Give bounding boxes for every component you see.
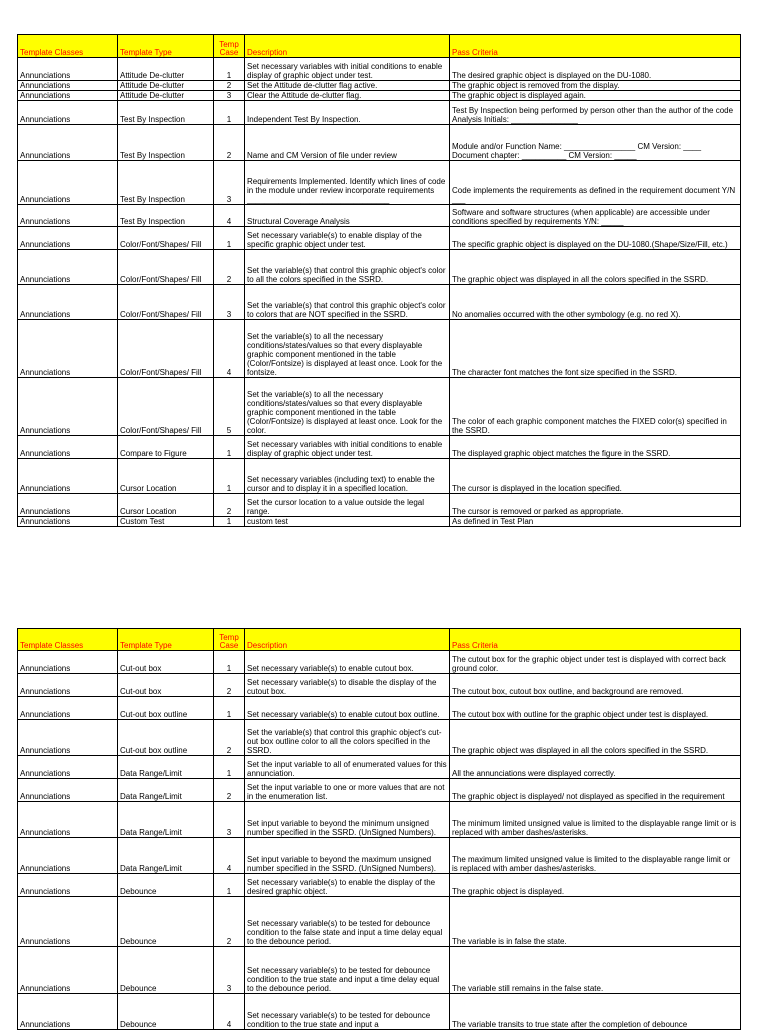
cell-template-class: Annunciations <box>18 101 118 125</box>
cell-pass-criteria: Code implements the requirements as defined in the requirement document Y/N ___ <box>450 161 741 205</box>
header-row <box>18 629 741 651</box>
table-row <box>18 101 741 125</box>
header-template-classes: Template Classes <box>18 35 118 58</box>
cell-temp-case: 4 <box>214 205 245 227</box>
header-template-type: Template Type <box>118 629 214 651</box>
table-row <box>18 674 741 697</box>
table-row <box>18 81 741 91</box>
header-temp-case: Temp Case <box>214 629 245 651</box>
table-row <box>18 947 741 994</box>
cell-template-type: Cursor Location <box>118 494 214 517</box>
cell-template-type: Data Range/Limit <box>118 802 214 838</box>
cell-temp-case: 1 <box>214 651 245 674</box>
cell-description: Set the variable(s) to all the necessary conditions/states/values so that every displayable graphic component mentioned in the table (Color/Fontsize) is displayed at least once. Look for the fontsize. <box>245 320 450 378</box>
table-row <box>18 756 741 779</box>
cell-pass-criteria: Software and software structures (when applicable) are accessible under conditions specified by requirements Y/N: _____ <box>450 205 741 227</box>
header-description: Description <box>245 629 450 651</box>
cell-pass-criteria: The desired graphic object is displayed on the DU-1080. <box>450 58 741 81</box>
cell-description: Set necessary variable(s) to be tested for debounce condition to the true state and input a <box>245 994 450 1030</box>
table-row <box>18 205 741 227</box>
table-row <box>18 802 741 838</box>
cell-pass-criteria: The cutout box with outline for the graphic object under test is displayed. <box>450 697 741 720</box>
cell-temp-case: 3 <box>214 947 245 994</box>
cell-description: Set the input variable to all of enumerated values for this annunciation. <box>245 756 450 779</box>
cell-temp-case: 1 <box>214 697 245 720</box>
cell-pass-criteria: The graphic object is removed from the display. <box>450 81 741 91</box>
table-row <box>18 161 741 205</box>
cell-pass-criteria: The displayed graphic object matches the figure in the SSRD. <box>450 436 741 459</box>
table-row <box>18 378 741 436</box>
cell-description: Set input variable to beyond the maximum unsigned number specified in the SSRD. (UnSigned Numbers). <box>245 838 450 874</box>
cell-template-class: Annunciations <box>18 897 118 947</box>
cell-temp-case: 4 <box>214 994 245 1030</box>
cell-description: Set the Attitude de-clutter flag active. <box>245 81 450 91</box>
cell-pass-criteria: The graphic object was displayed in all the colors specified in the SSRD. <box>450 720 741 756</box>
test-template-table-1 <box>17 34 741 527</box>
table-row <box>18 494 741 517</box>
cell-template-class: Annunciations <box>18 517 118 527</box>
table-row <box>18 459 741 494</box>
cell-template-type: Compare to Figure <box>118 436 214 459</box>
cell-template-type: Debounce <box>118 947 214 994</box>
cell-template-type: Color/Font/Shapes/ Fill <box>118 320 214 378</box>
cell-temp-case: 3 <box>214 285 245 320</box>
cell-template-class: Annunciations <box>18 874 118 897</box>
cell-template-type: Test By Inspection <box>118 205 214 227</box>
cell-template-class: Annunciations <box>18 651 118 674</box>
header-pass-criteria: Pass Criteria <box>450 629 741 651</box>
cell-template-class: Annunciations <box>18 125 118 161</box>
cell-template-class: Annunciations <box>18 205 118 227</box>
cell-description: Set necessary variable(s) to be tested for debounce condition to the false state and input a time delay equal to the debounce period. <box>245 897 450 947</box>
cell-template-class: Annunciations <box>18 720 118 756</box>
cell-pass-criteria: The graphic object was displayed in all the colors specified in the SSRD. <box>450 250 741 285</box>
table-body <box>18 629 741 1030</box>
cell-description: Name and CM Version of file under review <box>245 125 450 161</box>
cell-template-class: Annunciations <box>18 779 118 802</box>
cell-temp-case: 4 <box>214 838 245 874</box>
cell-template-type: Cut-out box <box>118 674 214 697</box>
cell-template-class: Annunciations <box>18 58 118 81</box>
header-temp-case: Temp Case <box>214 35 245 58</box>
cell-template-type: Cursor Location <box>118 459 214 494</box>
cell-description: Set input variable to beyond the minimum unsigned number specified in the SSRD. (UnSigned Numbers). <box>245 802 450 838</box>
cell-template-class: Annunciations <box>18 378 118 436</box>
cell-template-type: Color/Font/Shapes/ Fill <box>118 227 214 250</box>
cell-template-class: Annunciations <box>18 674 118 697</box>
cell-pass-criteria: The variable still remains in the false state. <box>450 947 741 994</box>
cell-template-type: Debounce <box>118 897 214 947</box>
cell-temp-case: 1 <box>214 58 245 81</box>
cell-template-type: Debounce <box>118 994 214 1030</box>
table-row <box>18 779 741 802</box>
cell-template-type: Data Range/Limit <box>118 779 214 802</box>
cell-temp-case: 2 <box>214 897 245 947</box>
cell-pass-criteria: The graphic object is displayed/ not displayed as specified in the requirement <box>450 779 741 802</box>
cell-template-type: Test By Inspection <box>118 161 214 205</box>
cell-temp-case: 3 <box>214 91 245 101</box>
cell-template-type: Debounce <box>118 874 214 897</box>
table-body <box>18 35 741 527</box>
cell-temp-case: 4 <box>214 320 245 378</box>
cell-pass-criteria: The cutout box for the graphic object under test is displayed with correct back ground color. <box>450 651 741 674</box>
cell-description: Set necessary variable(s) to enable display of the specific graphic object under test. <box>245 227 450 250</box>
cell-temp-case: 1 <box>214 874 245 897</box>
cell-template-type: Custom Test <box>118 517 214 527</box>
cell-pass-criteria: Module and/or Function Name: ________________ CM Version: ____ Document chapter: __________ CM Version: _____ <box>450 125 741 161</box>
cell-template-type: Attitude De-clutter <box>118 58 214 81</box>
cell-template-class: Annunciations <box>18 459 118 494</box>
cell-template-type: Color/Font/Shapes/ Fill <box>118 250 214 285</box>
cell-pass-criteria: The cursor is displayed in the location specified. <box>450 459 741 494</box>
cell-description: Set necessary variables with initial conditions to enable display of graphic object under test. <box>245 58 450 81</box>
cell-template-type: Cut-out box outline <box>118 720 214 756</box>
cell-description: Set the variable(s) that control this graphic object's cut-out box outline color to all the colors specified in the SSRD. <box>245 720 450 756</box>
cell-template-type: Color/Font/Shapes/ Fill <box>118 378 214 436</box>
table-row <box>18 838 741 874</box>
cell-temp-case: 2 <box>214 720 245 756</box>
cell-template-type: Attitude De-clutter <box>118 81 214 91</box>
cell-pass-criteria: The minimum limited unsigned value is limited to the displayable range limit or is replaced with amber dashes/asterisks. <box>450 802 741 838</box>
cell-description: Set the variable(s) that control this graphic object's color to all the colors specified in the SSRD. <box>245 250 450 285</box>
cell-description: Set necessary variables (including text) to enable the cursor and to display it in a specified location. <box>245 459 450 494</box>
cell-temp-case: 1 <box>214 517 245 527</box>
cell-pass-criteria: The cutout box, cutout box outline, and background are removed. <box>450 674 741 697</box>
cell-pass-criteria: The variable is in false the state. <box>450 897 741 947</box>
cell-template-class: Annunciations <box>18 697 118 720</box>
cell-pass-criteria: All the annunciations were displayed correctly. <box>450 756 741 779</box>
cell-template-type: Cut-out box outline <box>118 697 214 720</box>
cell-pass-criteria: No anomalies occurred with the other symbology (e.g. no red X). <box>450 285 741 320</box>
table-row <box>18 994 741 1030</box>
table-row <box>18 651 741 674</box>
table-row <box>18 720 741 756</box>
header-template-classes: Template Classes <box>18 629 118 651</box>
cell-description: Set the cursor location to a value outside the legal range. <box>245 494 450 517</box>
cell-pass-criteria: The graphic object is displayed. <box>450 874 741 897</box>
table-row <box>18 227 741 250</box>
table-row <box>18 897 741 947</box>
cell-template-class: Annunciations <box>18 494 118 517</box>
cell-pass-criteria: The specific graphic object is displayed on the DU-1080.(Shape/Size/Fill, etc.) <box>450 227 741 250</box>
cell-description: Independent Test By Inspection. <box>245 101 450 125</box>
table-row <box>18 58 741 81</box>
cell-temp-case: 1 <box>214 756 245 779</box>
cell-pass-criteria: The color of each graphic component matches the FIXED color(s) specified in the SSRD. <box>450 378 741 436</box>
cell-template-class: Annunciations <box>18 994 118 1030</box>
cell-temp-case: 2 <box>214 125 245 161</box>
cell-description: Set the variable(s) to all the necessary conditions/states/values so that every displayable graphic component mentioned in the table (Color/Fontsize) is displayed at least once. Look for the color. <box>245 378 450 436</box>
test-template-table-2 <box>17 628 741 1030</box>
table-row <box>18 285 741 320</box>
cell-template-class: Annunciations <box>18 227 118 250</box>
cell-pass-criteria: The maximum limited unsigned value is limited to the displayable range limit or is replaced with amber dashes/asterisks. <box>450 838 741 874</box>
cell-description: Clear the Attitude de-clutter flag. <box>245 91 450 101</box>
header-row <box>18 35 741 58</box>
cell-template-class: Annunciations <box>18 81 118 91</box>
table-row <box>18 125 741 161</box>
table-row <box>18 436 741 459</box>
cell-description: Structural Coverage Analysis <box>245 205 450 227</box>
cell-description: Set necessary variable(s) to enable cutout box outline. <box>245 697 450 720</box>
cell-description: custom test <box>245 517 450 527</box>
table-row <box>18 517 741 527</box>
cell-temp-case: 1 <box>214 436 245 459</box>
cell-temp-case: 2 <box>214 674 245 697</box>
header-template-type: Template Type <box>118 35 214 58</box>
cell-template-class: Annunciations <box>18 320 118 378</box>
cell-template-class: Annunciations <box>18 91 118 101</box>
cell-template-type: Data Range/Limit <box>118 838 214 874</box>
cell-template-class: Annunciations <box>18 802 118 838</box>
cell-pass-criteria: The variable transits to true state after the completion of debounce <box>450 994 741 1030</box>
cell-template-type: Color/Font/Shapes/ Fill <box>118 285 214 320</box>
cell-pass-criteria: The cursor is removed or parked as appropriate. <box>450 494 741 517</box>
cell-temp-case: 2 <box>214 779 245 802</box>
cell-description: Set necessary variable(s) to be tested for debounce condition to the true state and input a time delay equal to the debounce period. <box>245 947 450 994</box>
table-row <box>18 874 741 897</box>
cell-temp-case: 2 <box>214 494 245 517</box>
header-pass-criteria: Pass Criteria <box>450 35 741 58</box>
cell-template-class: Annunciations <box>18 947 118 994</box>
cell-description: Set the input variable to one or more values that are not in the enumeration list. <box>245 779 450 802</box>
cell-template-class: Annunciations <box>18 436 118 459</box>
cell-description: Set necessary variables with initial conditions to enable display of graphic object under test. <box>245 436 450 459</box>
cell-temp-case: 2 <box>214 81 245 91</box>
cell-pass-criteria: The graphic object is displayed again. <box>450 91 741 101</box>
table-row <box>18 697 741 720</box>
cell-template-type: Attitude De-clutter <box>118 91 214 101</box>
cell-template-class: Annunciations <box>18 285 118 320</box>
cell-pass-criteria: Test By Inspection being performed by person other than the author of the code Analysis Initials: _______________ <box>450 101 741 125</box>
cell-description: Set necessary variable(s) to disable the display of the cutout box. <box>245 674 450 697</box>
cell-temp-case: 3 <box>214 802 245 838</box>
cell-description: Set necessary variable(s) to enable cutout box. <box>245 651 450 674</box>
cell-description: Set necessary variable(s) to enable the display of the desired graphic object. <box>245 874 450 897</box>
cell-template-type: Test By Inspection <box>118 101 214 125</box>
cell-template-class: Annunciations <box>18 756 118 779</box>
cell-temp-case: 3 <box>214 161 245 205</box>
table-row <box>18 91 741 101</box>
cell-template-type: Data Range/Limit <box>118 756 214 779</box>
cell-temp-case: 1 <box>214 227 245 250</box>
cell-temp-case: 2 <box>214 250 245 285</box>
cell-pass-criteria: The character font matches the font size specified in the SSRD. <box>450 320 741 378</box>
cell-temp-case: 5 <box>214 378 245 436</box>
cell-template-class: Annunciations <box>18 250 118 285</box>
cell-template-type: Test By Inspection <box>118 125 214 161</box>
cell-temp-case: 1 <box>214 101 245 125</box>
cell-temp-case: 1 <box>214 459 245 494</box>
cell-pass-criteria: As defined in Test Plan <box>450 517 741 527</box>
cell-template-class: Annunciations <box>18 161 118 205</box>
cell-description: Requirements Implemented. Identify which lines of code in the module under review incorporate requirements ________________________________ <box>245 161 450 205</box>
cell-template-type: Cut-out box <box>118 651 214 674</box>
cell-template-class: Annunciations <box>18 838 118 874</box>
table-row <box>18 250 741 285</box>
header-description: Description <box>245 35 450 58</box>
cell-description: Set the variable(s) that control this graphic object's color to colors that are NOT specified in the SSRD. <box>245 285 450 320</box>
table-row <box>18 320 741 378</box>
